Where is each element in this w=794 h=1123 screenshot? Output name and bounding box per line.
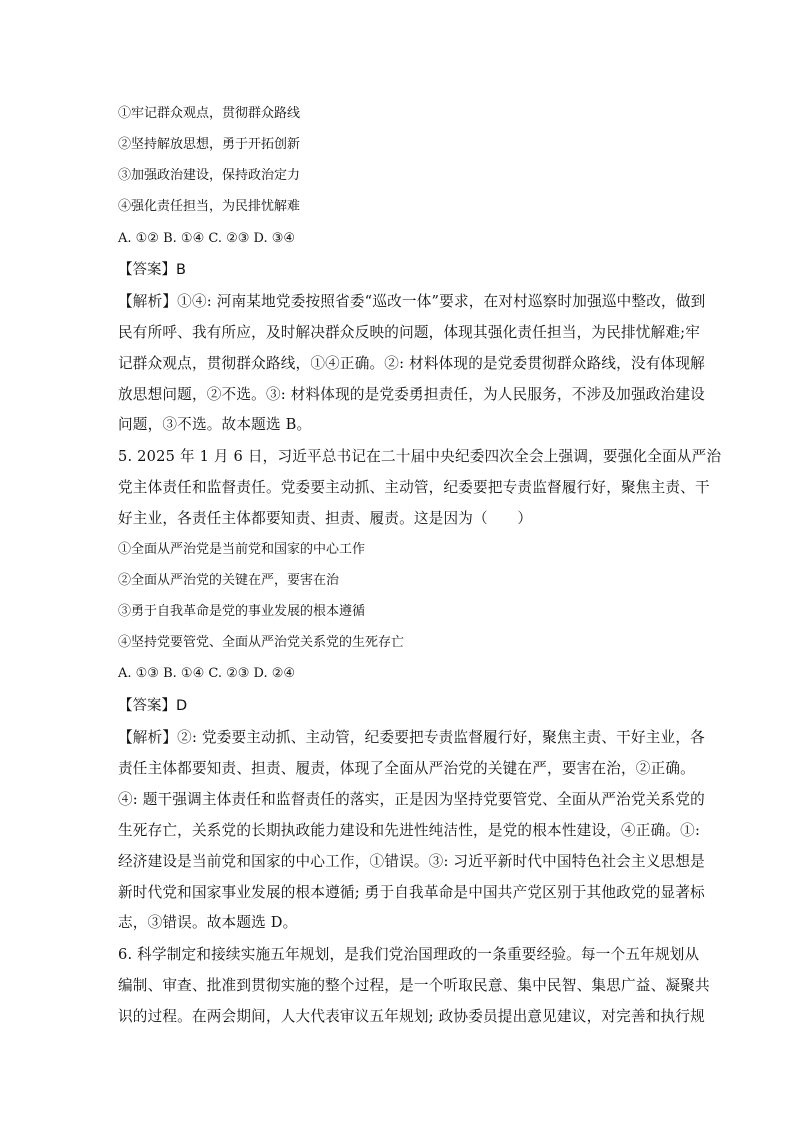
q5-analysis-line-1: 【解析】②: 党委要主动抓、主动管，纪委要把专责监督履行好，聚焦主责、干好主业，各	[118, 729, 705, 746]
q5-analysis-line-6: 新时代党和国家事业发展的根本遵循; 勇于自我革命是中国共产党区别于其他政党的显著标	[118, 884, 705, 901]
q4-option-1: ①牢记群众观点，贯彻群众路线	[118, 106, 301, 121]
q5-stem-line-2: 党主体责任和监督责任。党委要主动抓、主动管，纪委要把专责监督履行好，聚焦主责、干	[118, 479, 710, 496]
q5-option-4: ④坚持党要管党、全面从严治党关系党的生死存亡	[118, 635, 405, 650]
q4-analysis-line-1: 【解析】①④: 河南某地党委按照省委“巡改一体”要求，在对村巡察时加强巡中整改，做到	[118, 293, 706, 310]
q5-option-1: ①全面从严治党是当前党和国家的中心工作	[118, 542, 366, 557]
q6-stem-line-1: 6. 科学制定和接续实施五年规划，是我们党治国理政的一条重要经验。每一个五年规划从	[118, 946, 700, 963]
q5-option-3: ③勇于自我革命是党的事业发展的根本遵循	[118, 604, 366, 619]
q5-analysis-line-5: 经济建设是当前党和国家的中心工作，①错误。③: 习近平新时代中国特色社会主义思想是	[118, 853, 705, 870]
q5-stem-line-3: 好主业，各责任主体都要知责、担责、履责。这是因为（ ）	[118, 510, 533, 527]
q5-analysis-line-3: ④: 题干强调主体责任和监督责任的落实，正是因为坚持党要管党、全面从严治党关系党的	[118, 791, 705, 808]
q5-analysis-line-4: 生死存亡，关系党的长期执政能力建设和先进性纯洁性，是党的根本性建设，④正确。①:	[118, 822, 701, 839]
q4-answer: 【答案】B	[118, 262, 186, 278]
q4-option-4: ④强化责任担当，为民排忧解难	[118, 199, 301, 214]
q5-option-2: ②全面从严治党的关键在严，要害在治	[118, 573, 340, 588]
q5-analysis-line-2: 责任主体都要知责、担责、履责，体现了全面从严治党的关键在严，要害在治，②正确。	[118, 760, 695, 777]
q5-analysis-line-7: 志，③错误。故本题选 D。	[118, 914, 298, 931]
q4-analysis-line-5: 问题，③不选。故本题选 B。	[118, 416, 312, 433]
q5-choices: A. ①③ B. ①④ C. ②③ D. ②④	[118, 666, 296, 681]
q6-stem-line-3: 识的过程。在两会期间，人大代表审议五年规划; 政协委员提出意见建议，对完善和执行规	[118, 1008, 705, 1025]
q4-analysis-line-2: 民有所呼、我有所应，及时解决群众反映的问题，体现其强化责任担当，为民排忧解难;牢	[118, 324, 701, 341]
q4-analysis-line-3: 记群众观点，贯彻群众路线，①④正确。②: 材料体现的是党委贯彻群众路线，没有体现解	[118, 355, 705, 372]
q5-answer: 【答案】D	[118, 698, 188, 714]
q4-option-2: ②坚持解放思想，勇于开拓创新	[118, 137, 301, 152]
q4-choices: A. ①② B. ①④ C. ②③ D. ③④	[118, 231, 296, 246]
q5-stem-line-1: 5. 2025 年 1 月 6 日，习近平总书记在二十届中央纪委四次全会上强调，要强化全面从严治	[118, 448, 722, 465]
q4-analysis-line-4: 放思想问题，②不选。③: 材料体现的是党委勇担责任，为人民服务，不涉及加强政治建设	[118, 386, 705, 403]
q4-option-3: ③加强政治建设，保持政治定力	[118, 168, 301, 183]
q6-stem-line-2: 编制、审查、批准到贯彻实施的整个过程，是一个听取民意、集中民智、集思广益、凝聚共	[118, 977, 710, 994]
